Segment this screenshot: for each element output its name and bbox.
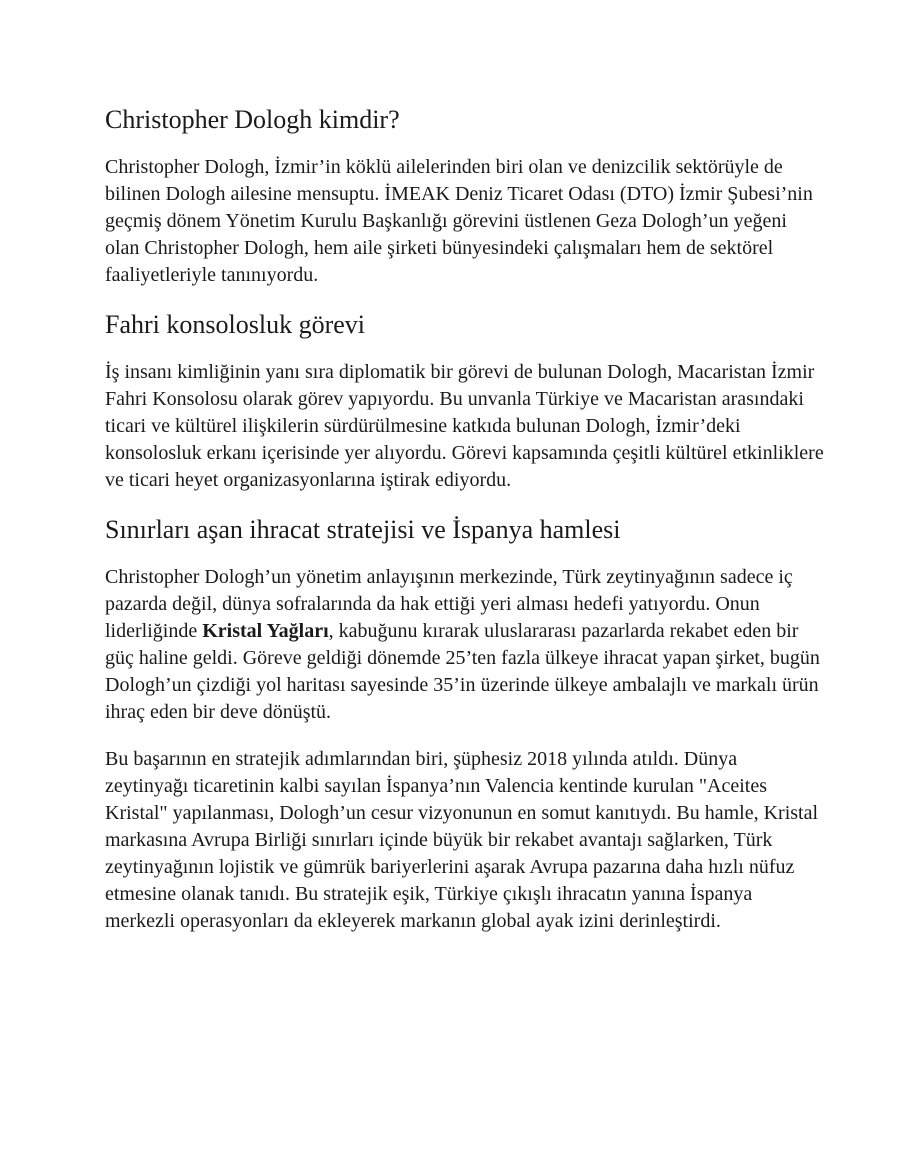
paragraph: İş insanı kimliğinin yanı sıra diplomatik bir görevi de bulunan Dologh, Macaristan İzmir Fahri Konsolosu olarak görev yapıyordu. Bu unvanla Türkiye ve Macaristan arasındaki ticari ve kültürel ilişkilerin sürdürülmesine katkıda bulunan Dologh, İzmir’deki konsolosluk erkanı içerisinde yer alıyordu. Görevi kapsamında çeşitli kültürel etkinliklere ve ticari heyet organizasyonlarına iştirak ediyordu.: [105, 361, 824, 491]
section-honorary-consul: [105, 309, 825, 494]
paragraph: [105, 564, 825, 726]
section-heading: Fahri konsolosluk görevi: [105, 310, 365, 339]
paragraph: Christopher Dologh, İzmir’in köklü ailelerinden biri olan ve denizcilik sektörüyle de bilinen Dologh ailesine mensuptu. İMEAK Deniz Ticaret Odası (DTO) İzmir Şubesi’nin geçmiş dönem Yönetim Kurulu Başkanlığı görevini üstlenen Geza Dologh’un yeğeni olan Christopher Dologh, hem aile şirketi bünyesindeki çalışmaları hem de sektörel faaliyetleriyle tanınıyordu.: [105, 156, 813, 286]
paragraph: Bu başarının en stratejik adımlarından biri, şüphesiz 2018 yılında atıldı. Dünya zeytinyağı ticaretinin kalbi sayılan İspanya’nın Valencia kentinde kurulan "Aceites Kristal" yapılanması, Dologh’un cesur vizyonunun en somut kanıtıydı. Bu hamle, Kristal markasına Avrupa Birliği sınırları içinde büyük bir rekabet avantajı sağlarken, Türk zeytinyağının lojistik ve gümrük bariyerlerini aşarak Avrupa pazarına daha hızlı nüfuz etmesine olanak tanıdı. Bu stratejik eşik, Türkiye çıkışlı ihracatın yanına İspanya merkezli operasyonları da ekleyerek markanın global ayak izini derinleştirdi.: [105, 748, 819, 932]
document-body: [105, 104, 825, 955]
section-who-is: [105, 104, 825, 289]
section-heading: Sınırları aşan ihracat stratejisi ve İspanya hamlesi: [105, 515, 621, 544]
paragraph-text: Christopher Dologh’un yönetim anlayışının merkezinde, Türk zeytinyağının sadece iç pazarda değil, dünya sofralarında da hak ettiği yeri alması hedefi yatıyordu. Onun liderliğinde: [105, 566, 793, 642]
section-heading: Christopher Dologh kimdir?: [105, 105, 400, 134]
paragraph-text: , kabuğunu kırarak uluslararası pazarlarda rekabet eden bir güç haline geldi. Göreve geldiği dönemde 25’ten fazla ülkeye ihracat yapan şirket, bugün Dologh’un çizdiği yol haritası sayesinde 35’in üzerinde ülkeye ambalajlı ve markalı ürün ihraç eden bir deve dönüştü.: [105, 620, 820, 723]
section-export-strategy: [105, 514, 825, 935]
company-name: Kristal Yağları: [202, 620, 329, 642]
